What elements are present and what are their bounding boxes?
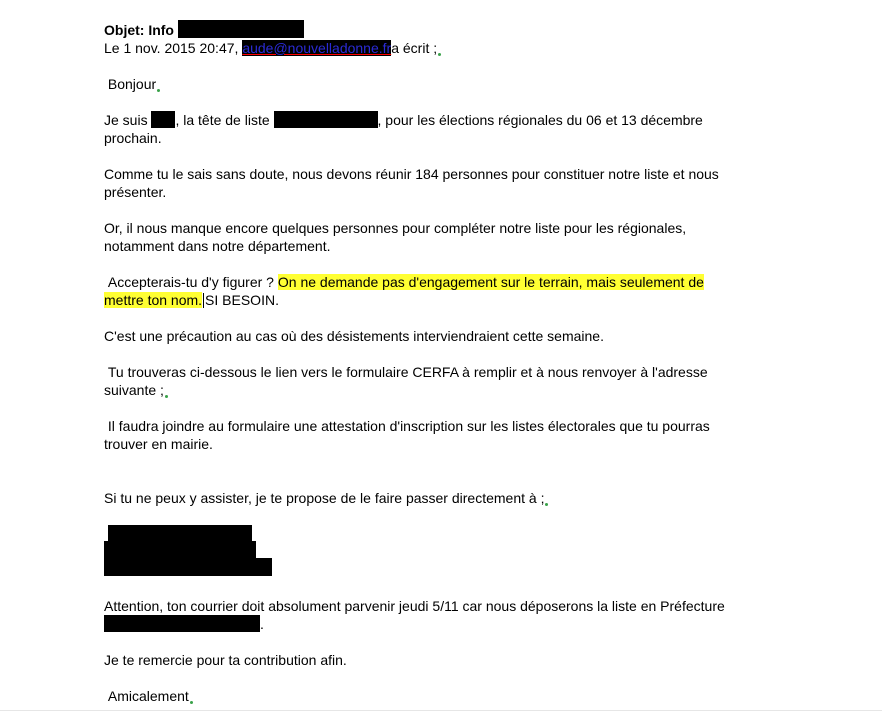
paragraph-3-cont <box>104 237 764 255</box>
paragraph-7 <box>104 417 764 435</box>
p7-text-b: trouver en mairie. <box>104 436 213 452</box>
email-body <box>104 20 764 705</box>
p4-highlight-2: mettre ton nom. <box>104 292 203 308</box>
p9-period: . <box>260 616 264 632</box>
paragraph-1 <box>104 111 764 129</box>
redacted-name <box>151 111 175 128</box>
p4-highlight-1: On ne demande pas d'engagement sur le terrain, mais seulement de <box>277 274 704 290</box>
grammar-mark-icon <box>438 53 441 56</box>
text-cursor <box>203 293 204 308</box>
p2-text-a: Comme tu le sais sans doute, nous devons réunir 184 personnes pour constituer notre liste et nous <box>104 166 719 182</box>
p2-text-b: présenter. <box>104 184 167 200</box>
p8-colon: ; <box>540 490 545 506</box>
p6-colon: ; <box>160 382 164 398</box>
date-line-prefix: Le 1 nov. 2015 20:47, <box>104 40 239 56</box>
paragraph-6 <box>104 363 764 381</box>
grammar-mark-icon <box>165 395 168 398</box>
p8-text: Si tu ne peux y assister, je te propose de le faire passer directement à <box>104 490 537 506</box>
subject-label: Objet: Info <box>104 22 174 38</box>
p6-text-b: suivante <box>104 382 157 398</box>
paragraph-7-cont <box>104 435 764 453</box>
paragraph-9-cont <box>104 615 764 633</box>
redacted-prefecture <box>104 615 260 632</box>
redacted-address-block <box>104 525 764 579</box>
p1-text-b: , la tête de liste <box>175 112 270 128</box>
paragraph-2-cont <box>104 183 764 201</box>
sender-email-link[interactable]: aude@nouvelladonne.fr <box>242 40 392 56</box>
paragraph-4-cont <box>104 291 764 309</box>
grammar-mark-icon <box>545 503 548 506</box>
paragraph-3 <box>104 219 764 237</box>
paragraph-2 <box>104 165 764 183</box>
paragraph-9 <box>104 597 764 615</box>
grammar-mark-icon <box>157 89 160 92</box>
p3-text-b: notamment dans notre département. <box>104 238 331 254</box>
subject-line <box>104 20 764 39</box>
paragraph-1-cont <box>104 129 764 147</box>
p1-text-c: , pour les élections régionales du 06 et 13 décembre <box>377 112 703 128</box>
paragraph-4 <box>104 273 764 291</box>
date-line-suffix: a écrit <box>391 40 430 56</box>
grammar-mark-icon <box>190 701 193 704</box>
p4-text-b: SI BESOIN. <box>205 292 279 308</box>
redacted-address-line-3 <box>104 558 272 576</box>
p1-text-a: Je suis <box>104 112 148 128</box>
paragraph-5 <box>104 327 764 345</box>
redacted-subject <box>178 20 304 38</box>
closing <box>104 687 764 705</box>
redacted-list-name <box>274 111 378 128</box>
date-line-colon: ; <box>433 40 438 56</box>
redacted-address-line-2 <box>104 541 256 559</box>
greeting-text: Bonjour <box>107 76 157 92</box>
date-line <box>104 39 764 57</box>
p10-text: Je te remercie pour ta contribution afin. <box>104 652 347 668</box>
p4-text-a: Accepterais-tu d'y figurer ? <box>107 274 274 290</box>
p5-text: C'est une précaution au cas où des désistements interviendraient cette semaine. <box>104 328 604 344</box>
paragraph-6-cont <box>104 381 764 399</box>
closing-text: Amicalement <box>107 688 189 704</box>
paragraph-8 <box>104 489 764 507</box>
greeting <box>104 75 764 93</box>
p3-text-a: Or, il nous manque encore quelques personnes pour compléter notre liste pour les régionales, <box>104 220 687 236</box>
p9-text-a: Attention, ton courrier doit absolument parvenir jeudi 5/11 car nous déposerons la liste en Préfecture <box>104 598 725 614</box>
p6-text-a: Tu trouveras ci-dessous le lien vers le formulaire CERFA à remplir et à nous renvoyer à l'adresse <box>107 364 708 380</box>
p1-text-d: prochain. <box>104 130 162 146</box>
paragraph-10 <box>104 651 764 669</box>
bottom-divider <box>0 710 882 711</box>
p7-text-a: Il faudra joindre au formulaire une attestation d'inscription sur les listes électorales que tu pourras <box>107 418 710 434</box>
